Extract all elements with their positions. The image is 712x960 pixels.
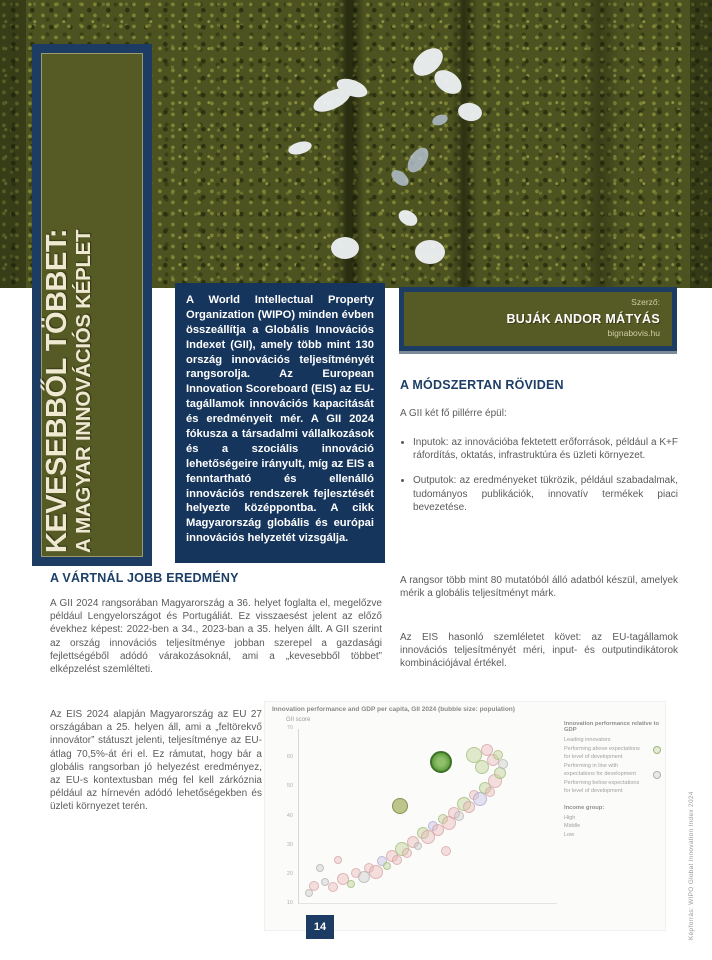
article-title-box [32,44,152,566]
author-affiliation: bignabovis.hu [607,328,660,338]
y-tick-label: 40 [286,812,293,819]
author-name: BUJÁK ANDOR MÁTYÁS [506,312,660,326]
legend-item: Performing in line with [564,762,619,769]
author-label: Szerző: [631,297,660,307]
legend-item: Performing above expectations [564,745,662,754]
title-line-1: KEVESEBBŐL TÖBBET: [41,228,73,553]
methodology-paragraph-2: Az EIS hasonló szemléletet követ: az EU-tagállamok innovációs teljesítményét méri, input- és outputindikátorok kombinációjával értékel. [400,632,678,670]
data-point [369,865,383,879]
chart-legend [564,721,662,839]
highlight-point-hungary [430,751,452,773]
legend-item: expectations for development [564,770,662,779]
legend-item: Low [564,831,575,838]
methodology-intro: A GII két fő pillérre épül: [400,408,507,419]
data-point [334,856,342,864]
chart-plot-area [298,729,557,904]
y-tick-label: 10 [286,900,293,907]
data-point [414,842,422,850]
lead-paragraph: A World Intellectual Property Organization (WIPO) minden évben összeállítja a Globális Innovációs Indexet (GII), amely több mint 130 ország innovációs teljesítményét rangsorolja. Az European Innovation Scoreboard (EIS) az EU-tagállamok innovációs kapacitását és eredményeit mér. A GII 2024 fókusza a társadalmi vállalkozások és a szociális innováció lehetőségeire irányult, míg az EIS a fenntartható és ellenálló innovációs rendszerek fejlesztését helyezte középpontba. A cikk Magyarország globális és európai innovációs helyzetét vizsgálja. [186,294,374,545]
section-heading-methodology: A MÓDSZERTAN RÖVIDEN [400,378,564,392]
gii-scatter-chart [264,701,666,931]
y-tick-label: 20 [286,870,293,877]
methodology-bullets [400,436,678,526]
y-tick-label: 30 [286,841,293,848]
data-point [383,862,391,870]
legend-group-title: Innovation performance relative to GDP [564,721,660,733]
article-title [42,57,142,553]
results-paragraph-1: A GII 2024 rangsorában Magyarország a 36. helyet foglalta el, megelőzve például Lengyelországot és Portugáliát. Ez visszaesést jelent az előző évekhez képest: 2022-ben a 34., 2023-ban a 35. helyen állt. A GII szerint az ország innovációs teljesítménye jobban szerepel a gazdasági fejlettségéből adódó várakozásoknál, ami a „kevesebből többet” elképzelést szemlélteti. [50,598,382,675]
data-point [441,846,451,856]
bullet-outputs: • Outputok: az eredményeket tükrözik, például szabadalmak, tudományos publikációk, innovatív termékek piaci bevezetése. [413,474,678,514]
lead-paragraph-box [175,283,385,563]
legend-item: Performing below expectations [564,779,640,786]
data-point [454,811,464,821]
data-point [309,881,319,891]
data-point [347,880,355,888]
legend-group-title: Income group: [564,804,605,811]
y-tick-label: 50 [286,783,293,790]
legend-item: Leading innovators [564,737,611,743]
author-box [399,287,677,351]
results-paragraph-2: Az EIS 2024 alapján Magyarország az EU 27 országában a 25. helyen áll, ami a „feltörekvő innovátor” státuszt jelenti, teljesítménye az EU-átlag 70,5%-át éri el. Ez rámutat, hogy bár a globális rangsorban jó helyezést eredményez, az EU-s kontextusban még fel kell zárkóznia például az hírnevén adódó lehetőségekben és üzleti környezet terén. [50,709,262,813]
legend-item: for level of development [564,754,623,761]
chart-title: Innovation performance and GDP per capita, GII 2024 (bubble size: population) [272,706,515,713]
chart-y-axis-label: GII score [286,717,311,723]
bullet-inputs: • Inputok: az innovációba fektetett erőforrások, például a K+F ráfordítás, oktatás, infrastruktúra és üzleti környezet. [413,436,678,462]
legend-item: Middle [564,823,581,830]
y-tick-label: 70 [286,725,293,731]
data-point [316,864,324,872]
data-point [402,848,412,858]
legend-item: High [564,814,576,821]
section-heading-results: A VÁRTNÁL JOBB EREDMÉNY [50,571,239,585]
chart-y-ticks [282,725,296,907]
data-point [392,798,408,814]
page-number-badge: 14 [306,915,334,939]
image-source-caption: Képforrás: WIPO Global Innovation Index 2024 [688,791,695,940]
data-point [498,759,508,769]
y-tick-label: 60 [286,754,293,761]
data-point [328,882,338,892]
legend-item: for level of development [564,788,623,795]
title-line-2: A MAGYAR INNOVÁCIÓS KÉPLET [72,229,96,553]
methodology-paragraph-1: A rangsor több mint 80 mutatóból álló adatból készül, amelyek mérik a globális teljesítményt márk. [400,575,678,600]
